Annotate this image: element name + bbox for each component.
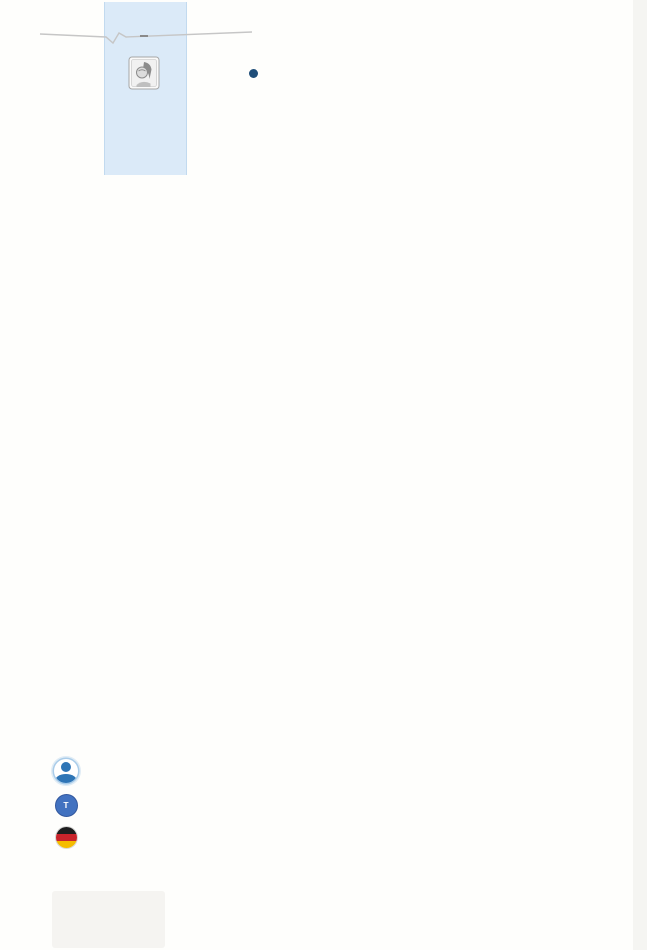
legend-german-flag-icon bbox=[56, 827, 77, 848]
recruit-soldier-icon bbox=[129, 57, 159, 89]
recruitment-century-box bbox=[140, 35, 148, 37]
legend-mutation-person-icon bbox=[54, 759, 78, 783]
legend-tester-icon: T bbox=[55, 794, 78, 817]
timeline-break-zigzag bbox=[40, 32, 252, 43]
familytreedna-logo-box bbox=[52, 891, 165, 948]
subclade-collapse-icon bbox=[249, 69, 258, 78]
